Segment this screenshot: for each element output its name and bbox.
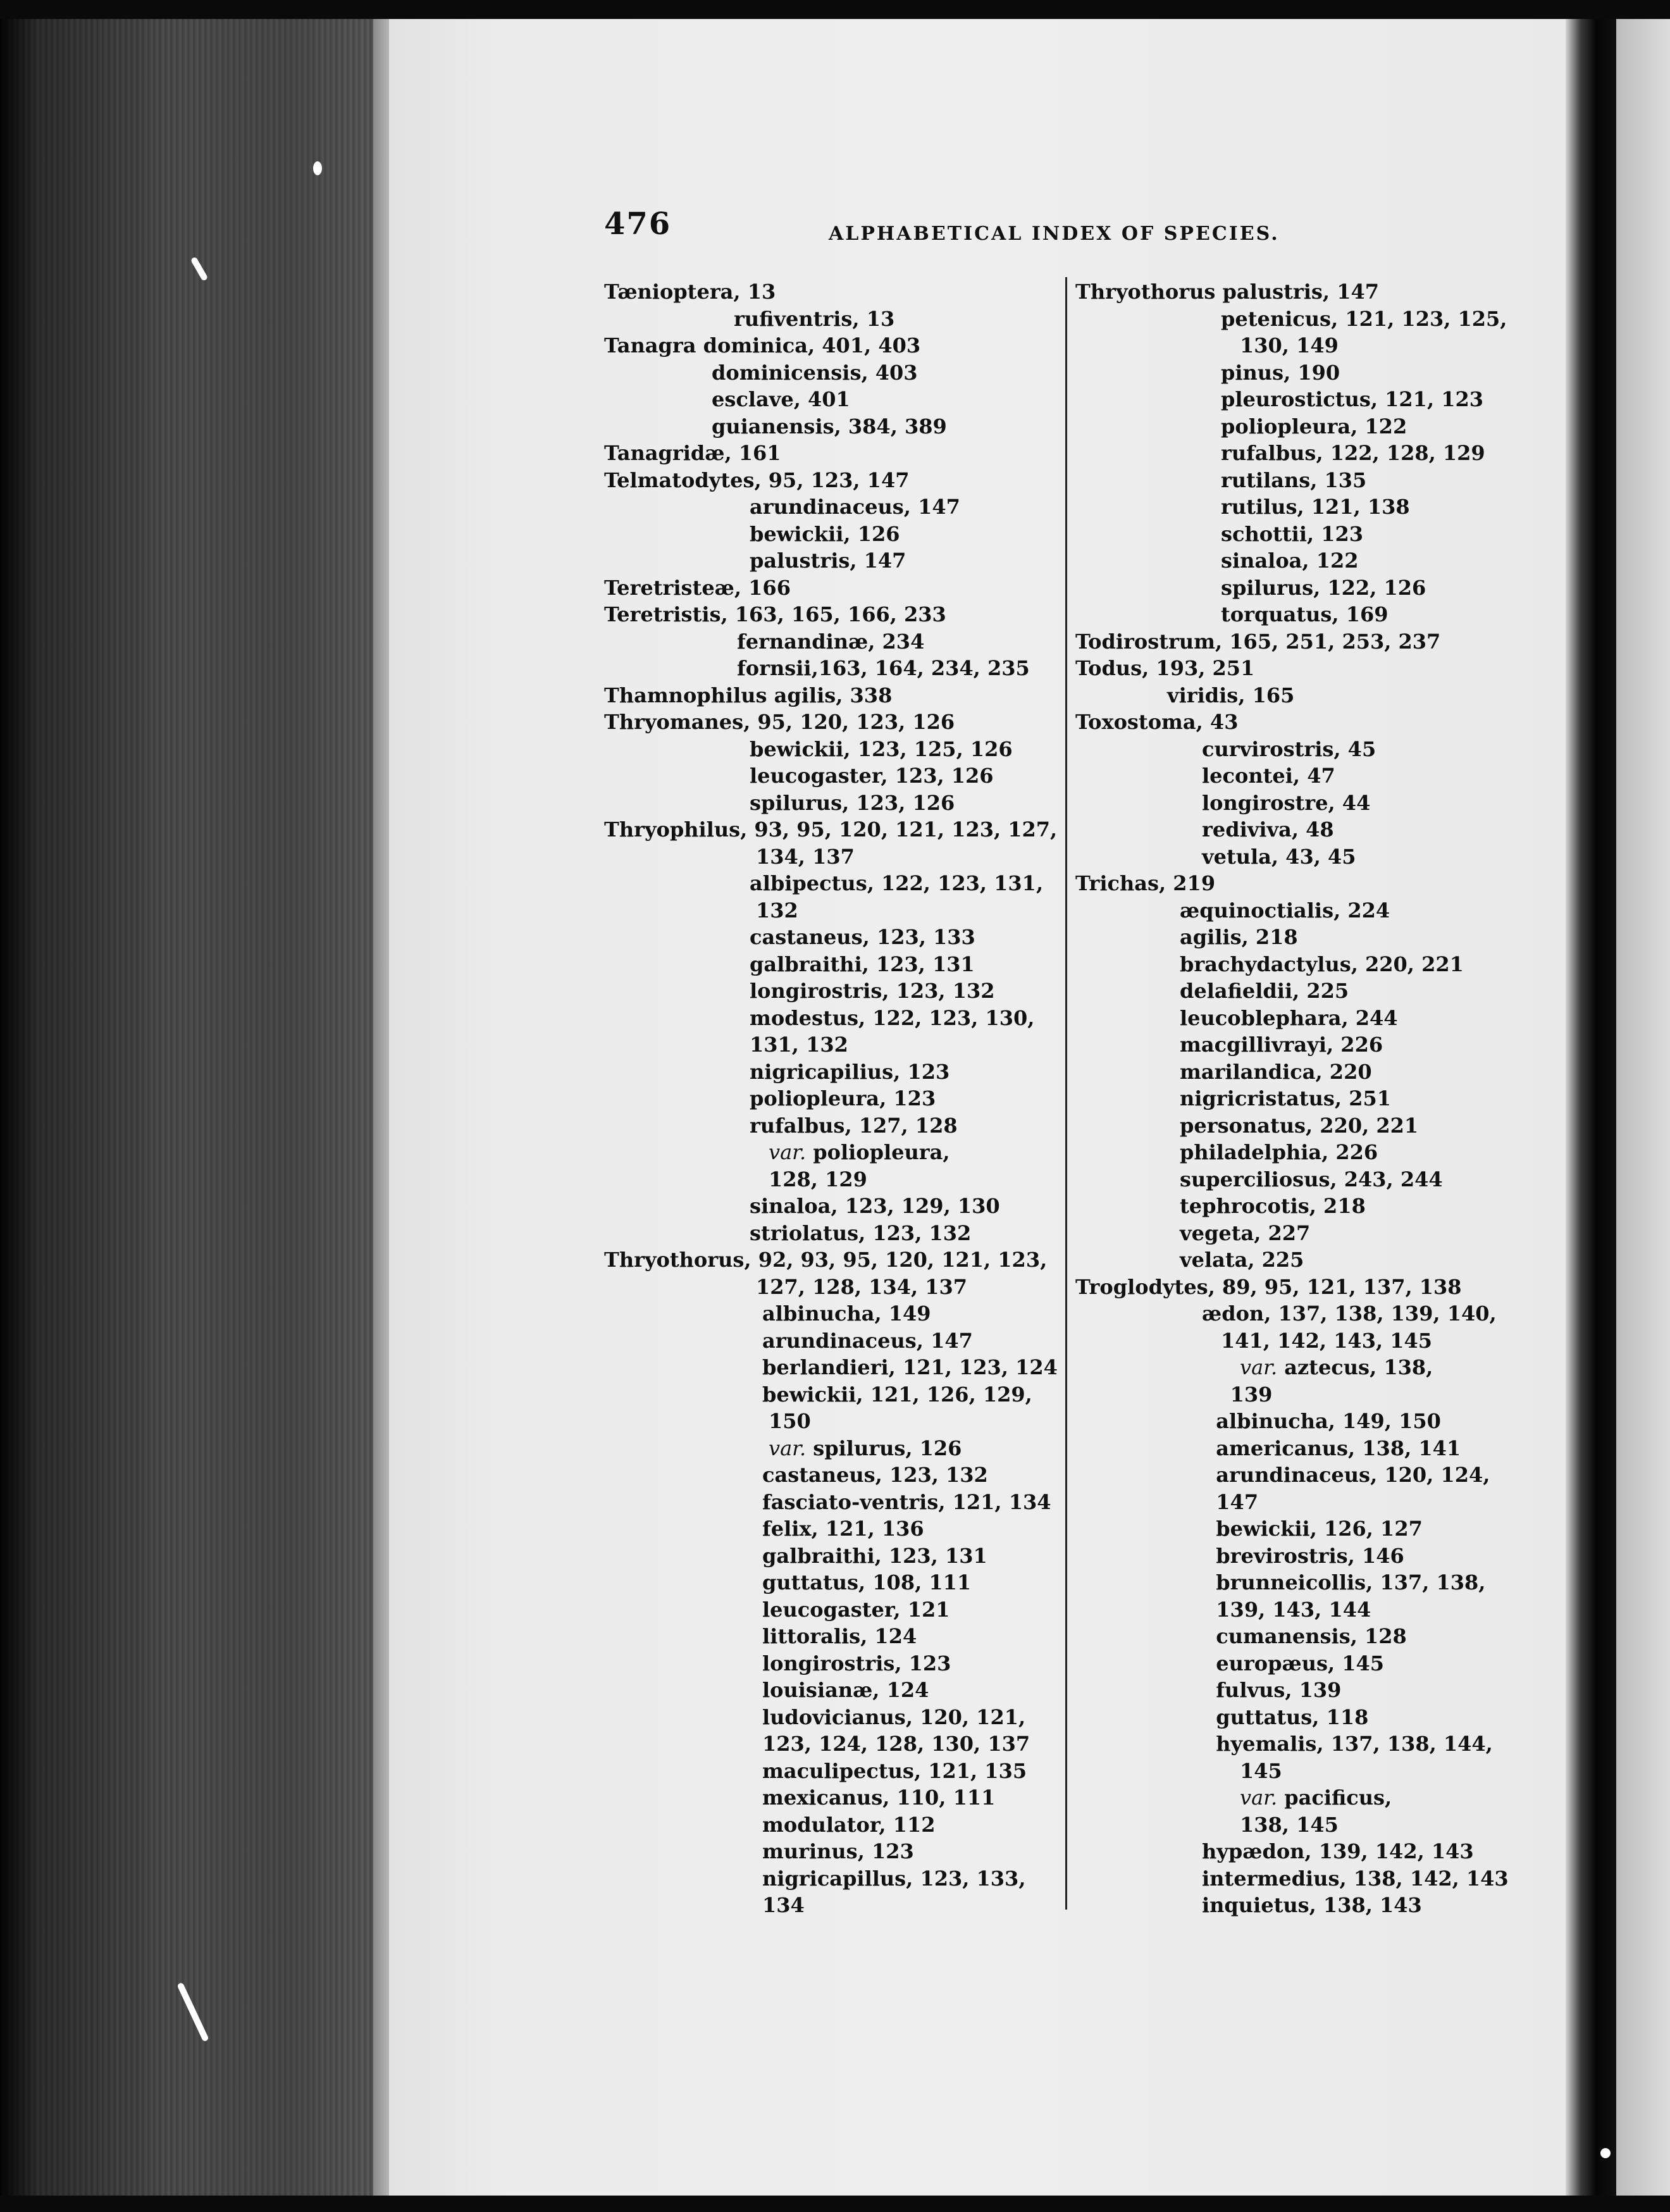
index-entry-text: cumanensis, 128 <box>1202 1624 1407 1648</box>
index-entry <box>1075 709 1531 736</box>
index-entry-text: Thamnophilus agilis, 338 <box>604 683 893 707</box>
index-entry <box>604 762 1060 790</box>
index-entry-text: guianensis, 384, 389 <box>712 414 947 438</box>
index-entry <box>1075 306 1531 333</box>
index-entry <box>1075 870 1531 897</box>
index-entry-text: spilurus, 122, 126 <box>1221 575 1426 600</box>
index-entry-text: Telmatodytes, 95, 123, 147 <box>604 468 910 492</box>
index-entry <box>604 951 1060 978</box>
index-entry-text: longirostris, 123 <box>762 1651 951 1675</box>
index-entry-text: albinucha, 149 <box>762 1302 931 1326</box>
index-entry <box>1075 1596 1531 1624</box>
index-entry-text: Thryomanes, 95, 120, 123, 126 <box>604 710 955 734</box>
index-entry <box>604 1489 1060 1516</box>
index-entry-text: modulator, 112 <box>762 1812 936 1837</box>
index-entry <box>604 1005 1060 1032</box>
index-entry-text: castaneus, 123, 132 <box>762 1463 988 1487</box>
index-entry-text: 127, 128, 134, 137 <box>756 1274 968 1299</box>
index-entry-text: Thryophilus, 93, 95, 120, 121, 123, 127, <box>604 817 1058 842</box>
index-entry-text: inquietus, 138, 143 <box>1202 1893 1422 1917</box>
index-entry <box>604 816 1060 843</box>
index-entry-text: velata, 225 <box>1180 1248 1304 1272</box>
index-entry <box>1075 978 1531 1005</box>
index-entry-text: castaneus, 123, 133 <box>750 925 975 949</box>
index-entry <box>604 1193 1060 1220</box>
index-column-left <box>604 278 1060 1919</box>
index-entry-text: 138, 145 <box>1240 1812 1339 1837</box>
index-entry-text: fornsii,163, 164, 234, 235 <box>737 656 1030 680</box>
index-entry <box>1075 1489 1531 1516</box>
index-entry <box>604 736 1060 763</box>
index-entry-text: bewickii, 126 <box>750 521 900 546</box>
index-entry <box>1075 1005 1531 1032</box>
index-entry-text: sinaloa, 123, 129, 130 <box>750 1194 1000 1218</box>
index-entry-text: palustris, 147 <box>750 549 906 573</box>
variety-abbrev: var. <box>769 1140 807 1164</box>
index-entry-text: albinucha, 149, 150 <box>1202 1409 1441 1433</box>
index-entry-text: leucogaster, 121 <box>762 1597 950 1622</box>
index-entry-text: 123, 124, 128, 130, 137 <box>762 1732 1030 1756</box>
index-entry <box>1075 1381 1531 1408</box>
index-entry <box>1075 1300 1531 1327</box>
variety-abbrev: var. <box>769 1436 807 1460</box>
index-entry-text: bewickii, 121, 126, 129, <box>762 1382 1032 1407</box>
index-entry <box>604 1838 1060 1865</box>
index-entry <box>604 278 1060 306</box>
index-entry <box>604 1166 1060 1193</box>
index-entry-text: arundinaceus, 120, 124, <box>1202 1463 1490 1487</box>
index-entry-text: guttatus, 118 <box>1202 1705 1369 1729</box>
index-entry <box>1075 440 1531 467</box>
index-entry-text: rediviva, 48 <box>1202 817 1334 842</box>
index-entry <box>604 1274 1060 1301</box>
index-entry <box>1075 1031 1531 1059</box>
index-entry-text: pleurostictus, 121, 123 <box>1221 387 1484 411</box>
index-entry <box>604 306 1060 333</box>
index-entry <box>604 386 1060 413</box>
index-entry-text: fulvus, 139 <box>1202 1678 1342 1702</box>
variety-abbrev: var. <box>1240 1355 1278 1379</box>
index-entry <box>1075 1677 1531 1704</box>
index-entry-text: Thryothorus, 92, 93, 95, 120, 121, 123, <box>604 1248 1048 1272</box>
index-entry <box>604 1139 1060 1166</box>
index-entry-text: sinaloa, 122 <box>1221 549 1359 573</box>
index-entry-text: hyemalis, 137, 138, 144, <box>1202 1732 1493 1756</box>
index-entry-text: vetula, 43, 45 <box>1202 844 1356 869</box>
index-entry <box>604 1085 1060 1112</box>
index-entry <box>604 1381 1060 1408</box>
index-entry-text: 128, 129 <box>769 1167 867 1191</box>
index-entry-text: americanus, 138, 141 <box>1202 1436 1461 1460</box>
index-entry-text: 139 <box>1202 1382 1273 1407</box>
index-entry-text: Teretristis, 163, 165, 166, 233 <box>604 602 946 626</box>
index-entry-text: tephrocotis, 218 <box>1180 1194 1366 1218</box>
index-entry-text: intermedius, 138, 142, 143 <box>1202 1866 1509 1891</box>
index-entry-text: brachydactylus, 220, 221 <box>1180 952 1464 976</box>
index-entry <box>604 1569 1060 1596</box>
index-entry-text: arundinaceus, 147 <box>750 495 960 519</box>
index-entry-text: leucogaster, 123, 126 <box>750 764 994 788</box>
index-entry-text: agilis, 218 <box>1180 925 1298 949</box>
index-entry-text: dominicensis, 403 <box>712 360 918 385</box>
index-entry-text: curvirostris, 45 <box>1202 736 1376 761</box>
index-entry-text: hypædon, 139, 142, 143 <box>1202 1839 1474 1863</box>
index-entry-text: spilurus, 126 <box>806 1436 962 1460</box>
index-entry-text: spilurus, 123, 126 <box>750 790 955 815</box>
index-entry-text: Thryothorus palustris, 147 <box>1075 280 1379 304</box>
index-entry <box>604 1300 1060 1327</box>
index-entry <box>604 1677 1060 1704</box>
index-column-right <box>1075 278 1531 1919</box>
index-entry-text: bewickii, 126, 127 <box>1202 1517 1423 1541</box>
index-entry <box>1075 1784 1531 1811</box>
index-entry-text: delafieldii, 225 <box>1180 979 1349 1003</box>
index-entry-text: poliopleura, 122 <box>1221 414 1407 438</box>
index-entry <box>604 1246 1060 1274</box>
index-entry <box>1075 1838 1531 1865</box>
index-entry <box>604 1650 1060 1677</box>
index-entry <box>1075 547 1531 575</box>
index-entry-text: longirostre, 44 <box>1202 790 1371 815</box>
index-entry <box>604 1220 1060 1247</box>
index-entry <box>1075 951 1531 978</box>
index-entry <box>1075 1274 1531 1301</box>
index-entry-text: esclave, 401 <box>712 387 850 411</box>
index-entry-text: 134, 137 <box>756 844 855 869</box>
index-entry <box>1075 1730 1531 1758</box>
index-entry <box>604 1865 1060 1892</box>
index-entry <box>604 682 1060 709</box>
index-entry-text: galbraithi, 123, 131 <box>762 1543 987 1568</box>
index-entry <box>604 547 1060 575</box>
index-entry <box>1075 1246 1531 1274</box>
index-entry <box>604 359 1060 387</box>
index-entry-text: guttatus, 108, 111 <box>762 1570 972 1594</box>
index-entry <box>1075 575 1531 602</box>
index-entry <box>1075 762 1531 790</box>
index-entry <box>1075 1193 1531 1220</box>
index-entry-text: brevirostris, 146 <box>1202 1543 1404 1568</box>
index-entry-text: europæus, 145 <box>1202 1651 1385 1675</box>
index-entry <box>604 601 1060 628</box>
index-entry-text: æquinoctialis, 224 <box>1180 898 1390 923</box>
index-entry-text: louisianæ, 124 <box>762 1678 929 1702</box>
index-entry <box>604 1059 1060 1086</box>
index-entry <box>1075 278 1531 306</box>
index-entry-text: Tanagra dominica, 401, 403 <box>604 333 921 357</box>
index-entry <box>1075 1220 1531 1247</box>
index-entry <box>1075 1462 1531 1489</box>
index-entry <box>604 494 1060 521</box>
index-entry-text: nigricapillus, 123, 133, <box>762 1866 1026 1891</box>
index-entry-text: brunneicollis, 137, 138, <box>1202 1570 1486 1594</box>
index-entry-text: 134 <box>762 1893 805 1917</box>
index-entry-text: viridis, 165 <box>1167 683 1295 707</box>
index-entry-text: marilandica, 220 <box>1180 1059 1372 1084</box>
index-entry-text: striolatus, 123, 132 <box>750 1221 972 1245</box>
index-entry <box>604 978 1060 1005</box>
index-entry <box>1075 924 1531 951</box>
index-entry <box>1075 1811 1531 1839</box>
index-entry-text: torquatus, 169 <box>1221 602 1389 626</box>
index-entry-text: 141, 142, 143, 145 <box>1221 1328 1433 1353</box>
index-entry-text: macgillivrayi, 226 <box>1180 1033 1383 1057</box>
index-entry-text: Todirostrum, 165, 251, 253, 237 <box>1075 629 1441 654</box>
page-number: 476 <box>604 206 672 242</box>
index-entry <box>604 467 1060 494</box>
variety-abbrev: var. <box>1240 1786 1278 1810</box>
index-entry <box>1075 816 1531 843</box>
index-entry <box>1075 682 1531 709</box>
index-entry <box>604 1112 1060 1140</box>
facing-page-sliver <box>1616 19 1670 2196</box>
book-gutter <box>1566 19 1616 2196</box>
index-entry <box>604 1462 1060 1489</box>
index-entry <box>604 332 1060 359</box>
index-entry <box>604 1784 1060 1811</box>
index-entry <box>1075 1650 1531 1677</box>
index-entry <box>1075 897 1531 924</box>
index-entry-text: 130, 149 <box>1240 333 1339 357</box>
index-entry-text: pacificus, <box>1277 1786 1392 1810</box>
index-entry-text: vegeta, 227 <box>1180 1221 1311 1245</box>
index-entry <box>604 870 1060 897</box>
index-entry <box>1075 601 1531 628</box>
index-entry <box>604 709 1060 736</box>
index-entry-text: poliopleura, <box>806 1140 950 1164</box>
index-entry-text: galbraithi, 123, 131 <box>750 952 975 976</box>
index-entry-text: pinus, 190 <box>1221 360 1340 385</box>
index-entry <box>1075 332 1531 359</box>
index-entry-text: Troglodytes, 89, 95, 121, 137, 138 <box>1075 1274 1462 1299</box>
index-entry <box>604 1408 1060 1435</box>
index-entry <box>1075 1166 1531 1193</box>
index-entry <box>604 1515 1060 1543</box>
index-entry-text: littoralis, 124 <box>762 1624 917 1648</box>
index-entry-text: philadelphia, 226 <box>1180 1140 1378 1164</box>
index-entry-text: lecontei, 47 <box>1202 764 1335 788</box>
index-entry-text: mexicanus, 110, 111 <box>762 1786 996 1810</box>
index-entry <box>604 843 1060 871</box>
scan-speck <box>313 161 322 175</box>
index-entry <box>1075 413 1531 440</box>
index-entry-text: bewickii, 123, 125, 126 <box>750 736 1013 761</box>
index-entry <box>1075 1704 1531 1731</box>
index-entry-text: longirostris, 123, 132 <box>750 979 995 1003</box>
index-entry <box>604 1435 1060 1462</box>
index-entry-text: maculipectus, 121, 135 <box>762 1758 1027 1783</box>
index-entry <box>604 440 1060 467</box>
index-entry <box>1075 1059 1531 1086</box>
index-entry <box>604 1758 1060 1785</box>
index-entry <box>604 1892 1060 1919</box>
index-entry <box>1075 1354 1531 1381</box>
index-entry <box>1075 467 1531 494</box>
index-entry-text: arundinaceus, 147 <box>762 1328 973 1353</box>
index-entry-text: Teretristeæ, 166 <box>604 575 791 600</box>
index-entry <box>1075 628 1531 656</box>
index-entry-text: aztecus, 138, <box>1277 1355 1433 1379</box>
index-entry <box>604 1354 1060 1381</box>
book-spine-page-edges <box>0 19 386 2212</box>
index-entry <box>604 413 1060 440</box>
index-entry-text: 145 <box>1240 1758 1282 1783</box>
index-entry-text: berlandieri, 121, 123, 124 <box>762 1355 1058 1379</box>
index-entry <box>1075 1569 1531 1596</box>
index-entry <box>1075 1865 1531 1892</box>
index-entry-text: rutilus, 121, 138 <box>1221 495 1410 519</box>
index-entry <box>1075 843 1531 871</box>
index-entry-text: rufalbus, 122, 128, 129 <box>1221 441 1485 465</box>
index-entry <box>604 1730 1060 1758</box>
index-entry <box>1075 736 1531 763</box>
index-entry <box>1075 1327 1531 1355</box>
index-entry <box>1075 1435 1531 1462</box>
index-entry-text: 131, 132 <box>750 1033 848 1057</box>
index-entry-text: Tanagridæ, 161 <box>604 441 781 465</box>
index-entry-text: 150 <box>769 1409 811 1433</box>
index-entry-text: murinus, 123 <box>762 1839 914 1863</box>
index-entry <box>1075 790 1531 817</box>
index-entry <box>1075 1085 1531 1112</box>
index-entry <box>604 1623 1060 1650</box>
index-entry <box>604 1031 1060 1059</box>
index-entry <box>1075 1139 1531 1166</box>
index-entry-text: Todus, 193, 251 <box>1075 656 1255 680</box>
index-entry <box>604 1327 1060 1355</box>
index-entry-text: superciliosus, 243, 244 <box>1180 1167 1443 1191</box>
index-entry <box>604 924 1060 951</box>
index-entry-text: Trichas, 219 <box>1075 871 1216 895</box>
index-entry <box>1075 1515 1531 1543</box>
index-entry-text: poliopleura, 123 <box>750 1086 936 1110</box>
column-divider <box>1065 277 1067 1910</box>
index-entry <box>1075 1623 1531 1650</box>
index-entry-text: 147 <box>1202 1489 1259 1514</box>
index-entry-text: fernandinæ, 234 <box>737 629 925 654</box>
index-entry-text: Toxostoma, 43 <box>1075 710 1239 734</box>
index-entry-text: ædon, 137, 138, 139, 140, <box>1202 1302 1497 1326</box>
index-entry <box>604 628 1060 656</box>
index-entry-text: 139, 143, 144 <box>1202 1597 1371 1622</box>
index-entry <box>604 790 1060 817</box>
index-entry-text: petenicus, 121, 123, 125, <box>1221 306 1507 331</box>
index-entry-text: albipectus, 122, 123, 131, <box>750 871 1044 895</box>
index-entry-text: nigricristatus, 251 <box>1180 1086 1391 1110</box>
index-entry-text: felix, 121, 136 <box>762 1517 924 1541</box>
scan-bottom-border <box>0 2196 1670 2212</box>
index-entry <box>1075 1758 1531 1785</box>
index-entry-text: nigricapilius, 123 <box>750 1059 950 1084</box>
index-entry <box>604 1543 1060 1570</box>
index-entry-text: rufalbus, 127, 128 <box>750 1113 958 1138</box>
running-head: ALPHABETICAL INDEX OF SPECIES. <box>829 223 1280 245</box>
index-entry <box>1075 494 1531 521</box>
index-entry <box>1075 521 1531 548</box>
index-entry <box>1075 655 1531 682</box>
index-entry <box>1075 1112 1531 1140</box>
index-entry-text: modestus, 122, 123, 130, <box>750 1005 1035 1030</box>
index-entry-text: Tæniopterа, 13 <box>604 280 776 304</box>
index-entry-text: leucoblephara, 244 <box>1180 1005 1398 1030</box>
index-entry-text: 132 <box>756 898 798 923</box>
index-entry-text: schottii, 123 <box>1221 521 1364 546</box>
index-entry-text: rufiventris, 13 <box>734 306 895 331</box>
index-entry <box>604 1704 1060 1731</box>
index-entry <box>604 655 1060 682</box>
index-entry <box>1075 386 1531 413</box>
index-entry <box>604 521 1060 548</box>
index-entry-text: rutilans, 135 <box>1221 468 1367 492</box>
index-entry <box>604 897 1060 924</box>
index-entry-text: ludovicianus, 120, 121, <box>762 1705 1026 1729</box>
index-entry <box>1075 1543 1531 1570</box>
index-entry <box>1075 1408 1531 1435</box>
index-entry <box>604 1811 1060 1839</box>
index-entry <box>604 1596 1060 1624</box>
index-entry <box>1075 359 1531 387</box>
index-entry-text: fasciato-ventris, 121, 134 <box>762 1489 1051 1514</box>
index-entry-text: personatus, 220, 221 <box>1180 1113 1419 1138</box>
scan-speck <box>1600 2148 1611 2158</box>
index-entry <box>1075 1892 1531 1919</box>
index-entry <box>604 575 1060 602</box>
